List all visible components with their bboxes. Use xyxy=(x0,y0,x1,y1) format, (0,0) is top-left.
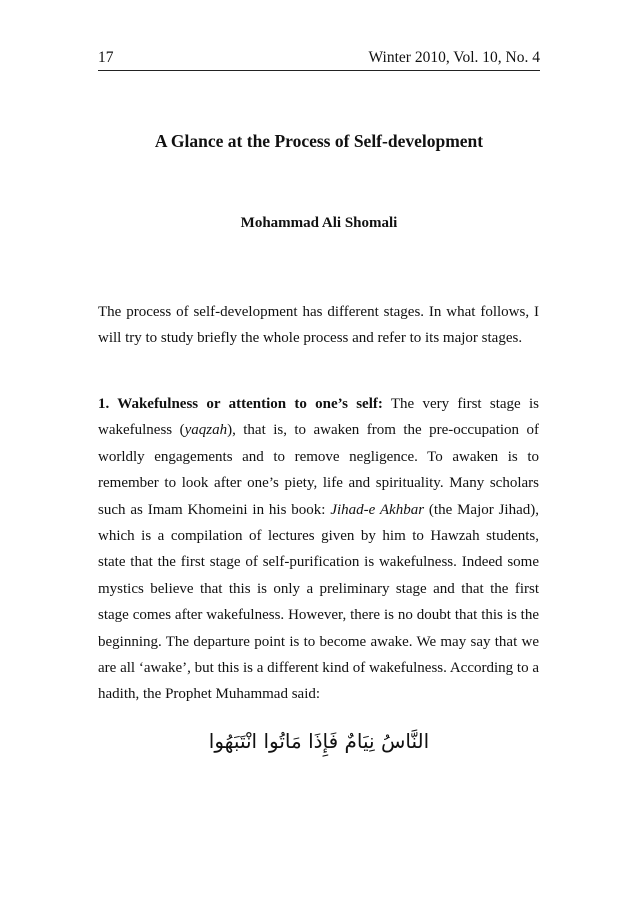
running-header xyxy=(98,46,540,71)
page-number: 17 xyxy=(98,49,114,66)
book-title: Jihad-e Akhbar xyxy=(330,501,425,518)
section-1-paragraph xyxy=(98,391,539,708)
article-title: A Glance at the Process of Self-development xyxy=(154,131,484,151)
term-yaqzah: yaqzah xyxy=(184,422,228,439)
section-1-text-b: ), that is, to awaken from the pre-occupation of worldly engagements and to remove negligence. To awaken is to remember to look after one’s piety, life and spirituality. Many scholars such as Imam Khomeini in his book: xyxy=(98,422,539,518)
journal-issue: Winter 2010, Vol. 10, No. 4 xyxy=(368,49,540,66)
section-1-text-a: The very first stage is wakefulness ( xyxy=(98,396,539,439)
hadith-arabic-text: النَّاسُ نِيَامٌ فَإِذَا مَاتُوا انْتَبَهُوا xyxy=(208,729,430,753)
section-1-heading: 1. Wakefulness or attention to one’s self: xyxy=(98,396,383,412)
intro-paragraph: The process of self-development has different stages. In what follows, I will try to study briefly the whole process and refer to its major stages. xyxy=(98,304,539,347)
article-author: Mohammad Ali Shomali xyxy=(240,215,398,231)
section-1-text-c: (the Major Jihad), which is a compilation of lectures given by him to Hawzah students, state that the first stage of self-purification is wakefulness. Indeed some mystics believe that this is only a preliminary stage and that the first stage comes after wakefulness. However, there is no doubt that this is the beginning. The departure point is to become awake. We may say that we are all ‘awake’, but this is a different kind of wakefulness. According to a hadith, the Prophet Muhammad said: xyxy=(98,501,540,703)
